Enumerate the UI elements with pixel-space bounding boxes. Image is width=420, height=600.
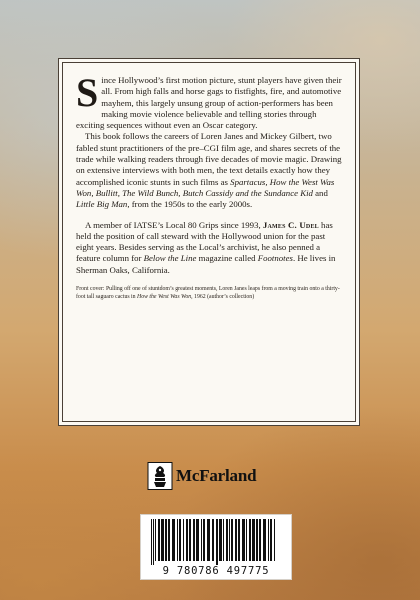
cover-caption [76, 286, 342, 301]
author-name: James C. Udel [262, 219, 319, 230]
barcode-bar [235, 519, 237, 561]
barcode-bar [231, 519, 233, 561]
barcode-bar [212, 519, 214, 561]
barcode-bar [219, 519, 222, 561]
publisher-logo [147, 462, 277, 490]
cover-caption-film: How the West Was Won [137, 293, 192, 300]
blurb-p2-text-c: , from the 1950s to the early 2000s. [127, 199, 253, 210]
barcode-bar [186, 519, 188, 561]
barcode-bar [229, 519, 230, 561]
blurb-panel-inner [62, 62, 356, 422]
barcode-bar [158, 519, 160, 561]
author-bio-text-a: A member of IATSE’s Local 80 Grips since 1993, [85, 219, 263, 230]
barcode-bar [183, 519, 184, 561]
barcode-bar [179, 519, 181, 561]
isbn-barcode [140, 514, 292, 580]
barcode-bar [153, 519, 154, 565]
barcode-bars [149, 519, 283, 565]
barcode-bar [155, 519, 156, 561]
blurb-paragraph-1-text: ince Hollywood’s first motion picture, stunt players have given their all. From high falls and horse gags to fistfights, fire, and automotive mayhem, this largely unsung group of action-performers has been making movie violence believable and telling stories through exciting sequences without even an Oscar category. [76, 75, 342, 131]
barcode-bar [177, 519, 178, 561]
barcode-bar [252, 519, 255, 561]
film-title-little-big-man: Little Big Man [76, 199, 128, 210]
isbn-number: 9 780786 497775 [162, 565, 270, 577]
barcode-bar [226, 519, 228, 561]
author-bio-text-b: has held the position of call steward with the Hollywood union for the past eight years. Besides serving as the Local’s archivist, he also penned a feature column for [76, 219, 333, 264]
cover-caption-text-a: Front cover: Pulling off one of stuntdom’s greatest moments, Loren Janes leaps from a moving train onto a thirty-foot tall saguaro cactus in [76, 286, 340, 300]
blurb-paragraph-1 [76, 70, 342, 131]
publication-below-the-line: Below the Line [143, 253, 197, 264]
publisher-name: McFarland [176, 466, 257, 485]
barcode-bar [249, 519, 251, 561]
author-bio-text-c: magazine called [196, 253, 258, 264]
barcode-bar [242, 519, 245, 561]
blurb-paragraph-2 [76, 131, 342, 210]
barcode-bar [203, 519, 205, 561]
barcode-bar [263, 519, 266, 561]
author-bio-text-d: . He lives in Sherman Oaks, California. [76, 253, 336, 275]
barcode-bar [172, 519, 175, 561]
barcode-bar [168, 519, 170, 561]
barcode-bar [216, 519, 218, 565]
barcode-bar [223, 519, 224, 561]
barcode-bar [274, 519, 275, 561]
barcode-bar [196, 519, 199, 561]
barcode-bar [246, 519, 247, 561]
barcode-bar [238, 519, 240, 561]
barcode-bar [201, 519, 202, 561]
barcode-bar [268, 519, 269, 561]
drop-cap: S [76, 70, 99, 115]
barcode-bar [207, 519, 210, 561]
barcode-bar [270, 519, 272, 561]
blurb-p2-text-b: and [312, 187, 328, 198]
barcode-bar [151, 519, 152, 565]
barcode-bar [259, 519, 261, 561]
column-footnotes: Footnotes [257, 253, 293, 264]
blurb-panel [58, 58, 360, 426]
film-titles-list: Spartacus, How the West Was Won, Bullitt, The Wild Bunch, Butch Cassidy and the Sundance Kid [76, 176, 335, 198]
barcode-bar [189, 519, 191, 561]
author-bio [76, 220, 342, 276]
blurb-p2-text-a: This book follows the careers of Loren Janes and Mickey Gilbert, two fabled stunt practitioners of the pre–CGI film age, and shares secrets of the trade while walking readers through five decades of movie magic. Drawing on extensive interviews with both men, the text details exactly how they accomplished iconic stunts in such films as [76, 131, 342, 187]
cover-caption-text-b: , 1962 (author’s collection) [191, 293, 255, 300]
barcode-bar [161, 519, 164, 561]
lamp-icon [147, 462, 173, 490]
barcode-bar [165, 519, 167, 561]
barcode-bar [256, 519, 258, 561]
barcode-bar [193, 519, 195, 561]
